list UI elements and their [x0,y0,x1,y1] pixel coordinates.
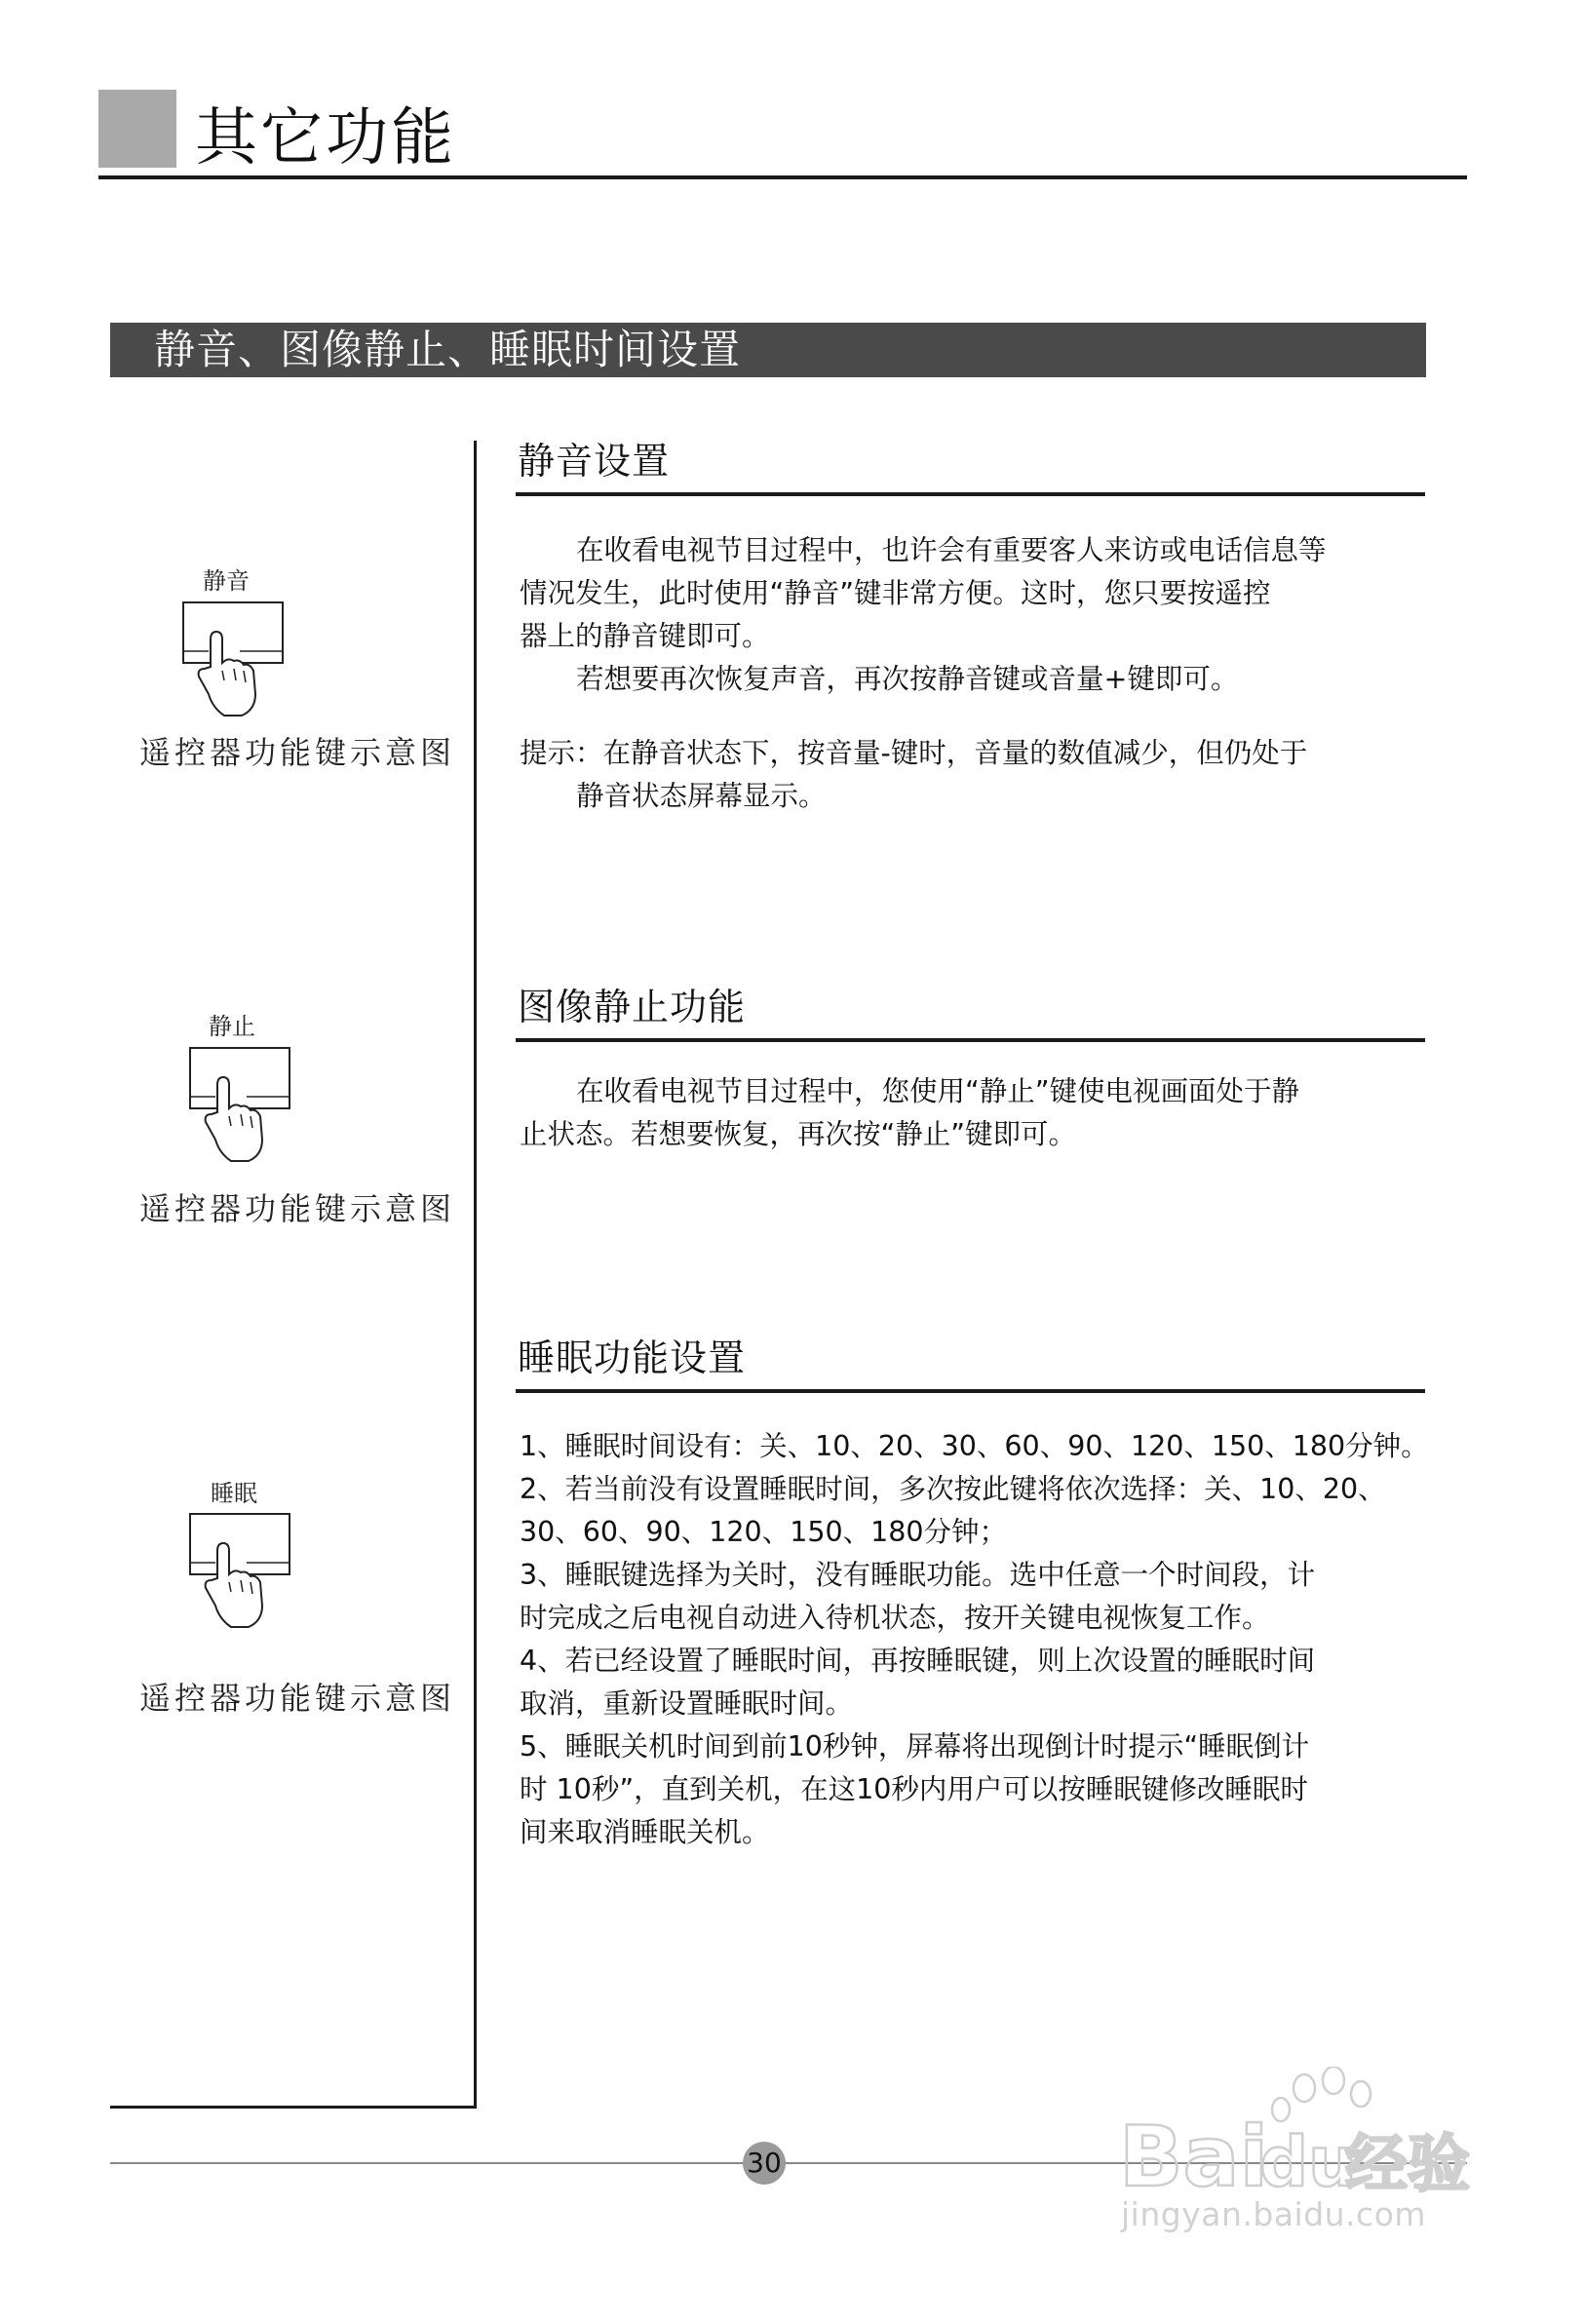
sleep-key-press-icon [188,1512,293,1631]
mute-key-caption: 遥控器功能键示意图 [139,734,456,771]
freeze-key-press-icon [188,1046,293,1165]
mute-tip-line: 静音状态屏幕显示。 [576,780,827,812]
sleep-list-line: 间来取消睡眠关机。 [520,1816,770,1848]
baidu-jingyan-watermark-logo [1111,2067,1482,2203]
freeze-key-caption: 遥控器功能键示意图 [139,1190,456,1227]
page-number: 30 [747,2147,782,2179]
mute-paragraph-line: 器上的静音键即可。 [520,620,770,652]
header-square-decoration [98,90,176,168]
mute-paragraph-line: 若想要再次恢复声音，再次按静音键或音量+键即可。 [576,663,1239,695]
header-rule [98,175,1467,179]
watermark-url: jingyan.baidu.com [1121,2195,1427,2233]
freeze-paragraph-line: 止状态。若想要恢复，再次按“静止”键即可。 [520,1118,1077,1150]
freeze-section-title: 图像静止功能 [518,986,747,1028]
sleep-section-rule [516,1389,1425,1393]
sleep-list-line: 2、若当前没有设置睡眠时间，多次按此键将依次选择：关、10、20、 [520,1473,1386,1505]
column-bottom-rule [110,2106,477,2109]
mute-key-label: 静音 [203,567,250,595]
mute-section-rule [516,492,1425,496]
freeze-paragraph-line: 在收看电视节目过程中，您使用“静止”键使电视画面处于静 [576,1075,1300,1107]
section-banner-title: 静音、图像静止、睡眠时间设置 [154,326,742,373]
freeze-key-label: 静止 [209,1013,255,1040]
sleep-key-label: 睡眠 [211,1480,257,1507]
mute-paragraph-line: 在收看电视节目过程中，也许会有重要客人来访或电话信息等 [576,534,1327,566]
mute-section-title: 静音设置 [518,440,671,483]
sleep-list-line: 30、60、90、120、150、180分钟； [520,1516,1007,1548]
watermark-brand: Bai [1119,2109,1269,2203]
sleep-list-line: 时完成之后电视自动进入待机状态，按开关键电视恢复工作。 [520,1602,1270,1634]
freeze-section-rule [516,1038,1425,1042]
sleep-list-line: 4、若已经设置了睡眠时间，再按睡眠键，则上次设置的睡眠时间 [520,1645,1316,1677]
watermark-brand-suffix: du [1259,2122,1357,2202]
sleep-list-line: 3、睡眠键选择为关时，没有睡眠功能。选中任意一个时间段，计 [520,1559,1316,1591]
mute-key-press-icon [181,600,287,719]
page-title: 其它功能 [195,102,456,174]
watermark-brand-cn: 经验 [1345,2129,1470,2201]
sleep-section-title: 睡眠功能设置 [518,1336,747,1379]
column-divider [474,441,477,2108]
sleep-list-line: 时 10秒”，直到关机，在这10秒内用户可以按睡眠键修改睡眠时 [520,1773,1308,1805]
sleep-list-line: 5、睡眠关机时间到前10秒钟，屏幕将出现倒计时提示“睡眠倒计 [520,1730,1310,1762]
mute-paragraph-line: 情况发生，此时使用“静音”键非常方便。这时，您只要按遥控 [520,577,1271,609]
sleep-key-caption: 遥控器功能键示意图 [139,1680,456,1717]
sleep-list-line: 1、睡眠时间设有：关、10、20、30、60、90、120、150、180分钟。 [520,1430,1429,1462]
sleep-list-line: 取消，重新设置睡眠时间。 [520,1687,854,1720]
mute-tip-line: 提示：在静音状态下，按音量-键时，音量的数值减少，但仍处于 [520,737,1308,769]
